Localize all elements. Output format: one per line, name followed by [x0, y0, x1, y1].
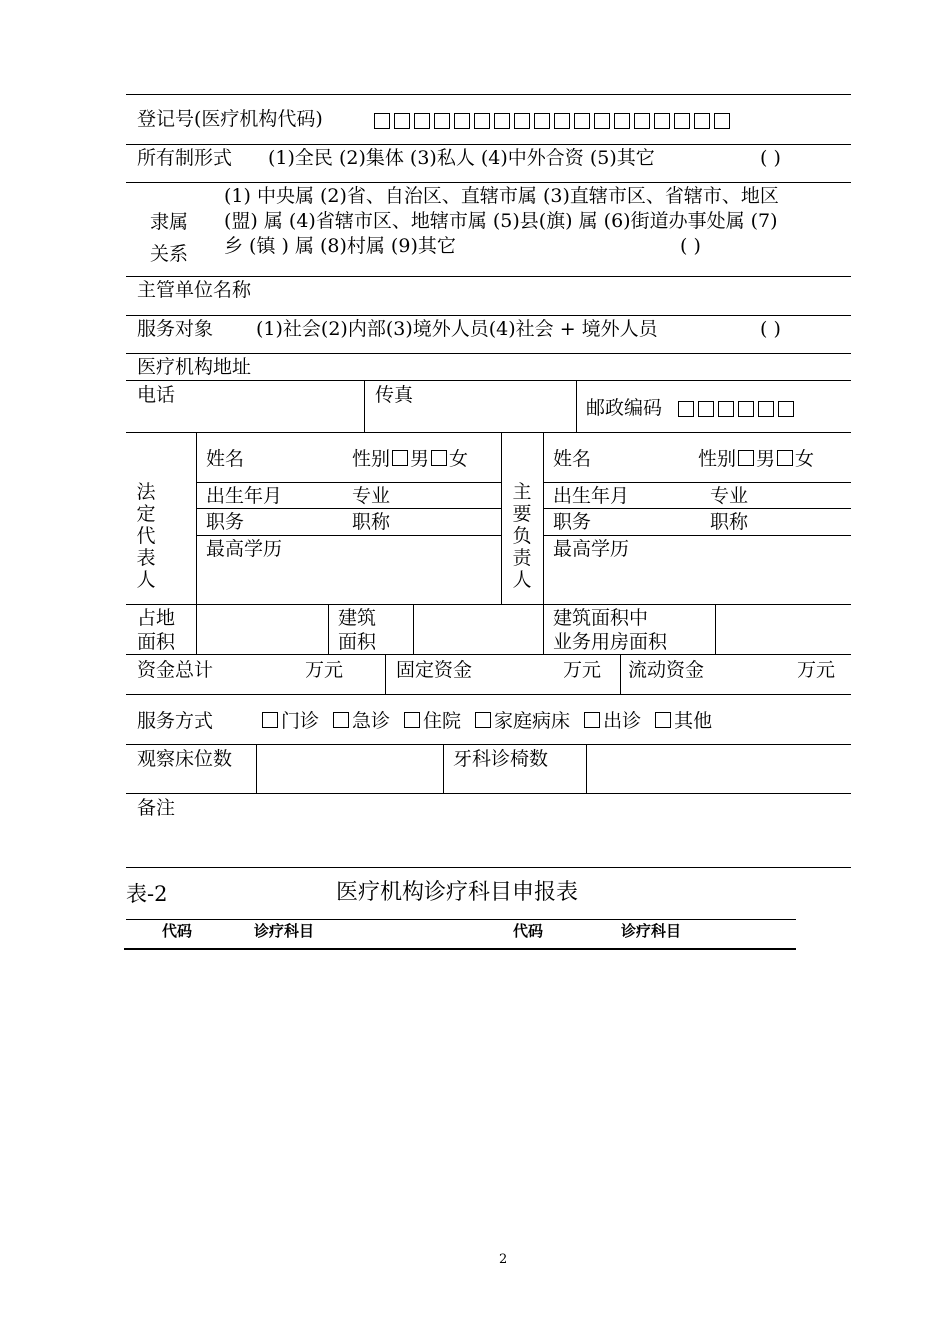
gender-label: 性别 — [698, 448, 737, 470]
service-mode-label: 服务方式 — [137, 710, 214, 732]
registration-code-boxes[interactable] — [374, 111, 734, 134]
legal-rep-title-label: 职称 — [352, 511, 391, 533]
female-checkbox[interactable] — [431, 450, 447, 466]
page-number: 2 — [499, 1252, 508, 1267]
observation-bed-label: 观察床位数 — [137, 748, 233, 770]
legal-rep-birth-label: 出生年月 — [206, 485, 283, 507]
code-digit-box[interactable] — [614, 113, 630, 129]
code-digit-box[interactable] — [554, 113, 570, 129]
current-funds-unit: 万元 — [797, 659, 836, 681]
building-area-label-1: 建筑 — [338, 607, 377, 629]
principal-major-label: 专业 — [710, 485, 749, 507]
code-digit-box[interactable] — [758, 401, 774, 417]
authority-label: 主管单位名称 — [137, 279, 252, 301]
column-code-1: 代码 — [162, 922, 193, 940]
table-number: 表-2 — [126, 882, 168, 906]
current-funds-label: 流动资金 — [628, 659, 705, 681]
male-checkbox[interactable] — [738, 450, 754, 466]
affiliation-line-3: 乡 (镇 ) 属 (8)村属 (9)其它 — [224, 235, 456, 257]
service-mode-options[interactable] — [262, 710, 726, 733]
service-mode-checkbox[interactable] — [584, 712, 600, 728]
remarks-label: 备注 — [137, 797, 176, 819]
code-digit-box[interactable] — [454, 113, 470, 129]
code-digit-box[interactable] — [698, 401, 714, 417]
service-mode-text: 出诊 — [603, 710, 642, 732]
fax-label: 传真 — [375, 384, 414, 406]
service-mode-text: 家庭病床 — [494, 710, 571, 732]
gender-label: 性别 — [352, 448, 391, 470]
total-funds-unit: 万元 — [305, 659, 344, 681]
code-digit-box[interactable] — [678, 401, 694, 417]
affiliation-label-2: 关系 — [150, 243, 189, 265]
affiliation-label-1: 隶属 — [150, 211, 189, 233]
code-digit-box[interactable] — [714, 113, 730, 129]
service-mode-option[interactable] — [584, 710, 641, 732]
principal-gender[interactable] — [698, 448, 814, 471]
total-funds-label: 资金总计 — [137, 659, 214, 681]
female-label: 女 — [795, 448, 815, 470]
service-mode-option[interactable] — [333, 710, 390, 732]
legal-rep-education-label: 最高学历 — [206, 538, 283, 560]
legal-rep-label: 法 定 代 表 人 — [136, 481, 156, 591]
code-digit-box[interactable] — [694, 113, 710, 129]
code-digit-box[interactable] — [574, 113, 590, 129]
service-mode-checkbox[interactable] — [404, 712, 420, 728]
principal-position-label: 职务 — [553, 511, 592, 533]
postal-code-label: 邮政编码 — [586, 397, 663, 419]
code-digit-box[interactable] — [594, 113, 610, 129]
phone-label: 电话 — [137, 384, 176, 406]
principal-title-label: 职称 — [710, 511, 749, 533]
legal-rep-name-label: 姓名 — [206, 448, 245, 470]
fixed-funds-label: 固定资金 — [396, 659, 473, 681]
service-mode-option[interactable] — [655, 710, 712, 732]
service-target-options: (1)社会(2)内部(3)境外人员(4)社会 + 境外人员 — [256, 318, 658, 340]
male-label: 男 — [756, 448, 776, 470]
male-label: 男 — [410, 448, 430, 470]
code-digit-box[interactable] — [654, 113, 670, 129]
address-label: 医疗机构地址 — [137, 356, 252, 378]
code-digit-box[interactable] — [718, 401, 734, 417]
ownership-answer[interactable]: ( ) — [760, 147, 781, 169]
code-digit-box[interactable] — [394, 113, 410, 129]
service-mode-checkbox[interactable] — [262, 712, 278, 728]
business-area-label-2: 业务用房面积 — [553, 631, 668, 653]
service-mode-text: 急诊 — [352, 710, 391, 732]
female-checkbox[interactable] — [777, 450, 793, 466]
code-digit-box[interactable] — [634, 113, 650, 129]
service-mode-option[interactable] — [475, 710, 570, 732]
ownership-options: (1)全民 (2)集体 (3)私人 (4)中外合资 (5)其它 — [268, 147, 655, 169]
registration-label: 登记号(医疗机构代码) — [137, 108, 323, 130]
ownership-label: 所有制形式 — [137, 147, 233, 169]
service-mode-text: 其他 — [674, 710, 713, 732]
code-digit-box[interactable] — [534, 113, 550, 129]
column-code-2: 代码 — [513, 922, 544, 940]
principal-name-label: 姓名 — [553, 448, 592, 470]
legal-rep-gender[interactable] — [352, 448, 468, 471]
affiliation-line-1: (1) 中央属 (2)省、自治区、直辖市属 (3)直辖市区、省辖市、地区 — [224, 185, 779, 207]
code-digit-box[interactable] — [414, 113, 430, 129]
service-mode-checkbox[interactable] — [655, 712, 671, 728]
code-digit-box[interactable] — [674, 113, 690, 129]
female-label: 女 — [449, 448, 469, 470]
code-digit-box[interactable] — [738, 401, 754, 417]
service-target-label: 服务对象 — [137, 318, 214, 340]
affiliation-line-2: (盟) 属 (4)省辖市区、地辖市属 (5)县(旗) 属 (6)街道办事处属 (7) — [224, 210, 778, 232]
service-mode-checkbox[interactable] — [475, 712, 491, 728]
column-subject-2: 诊疗科目 — [621, 922, 682, 940]
building-area-label-2: 面积 — [338, 631, 377, 653]
code-digit-box[interactable] — [474, 113, 490, 129]
principal-label: 主 要 负 责 人 — [512, 481, 532, 591]
service-mode-text: 门诊 — [281, 710, 320, 732]
land-area-label-2: 面积 — [137, 631, 176, 653]
code-digit-box[interactable] — [374, 113, 390, 129]
table-title: 医疗机构诊疗科目申报表 — [336, 880, 579, 905]
service-mode-text: 住院 — [423, 710, 462, 732]
code-digit-box[interactable] — [494, 113, 510, 129]
service-target-answer[interactable]: ( ) — [760, 318, 781, 340]
business-area-label-1: 建筑面积中 — [553, 607, 649, 629]
code-digit-box[interactable] — [514, 113, 530, 129]
column-subject-1: 诊疗科目 — [254, 922, 315, 940]
legal-rep-position-label: 职务 — [206, 511, 245, 533]
principal-education-label: 最高学历 — [553, 538, 630, 560]
land-area-label-1: 占地 — [137, 607, 176, 629]
service-mode-option[interactable] — [262, 710, 319, 732]
postal-code-boxes[interactable] — [678, 399, 798, 422]
affiliation-answer[interactable]: ( ) — [680, 235, 701, 257]
dental-chair-label: 牙科诊椅数 — [453, 748, 549, 770]
service-mode-option[interactable] — [404, 710, 461, 732]
service-mode-checkbox[interactable] — [333, 712, 349, 728]
male-checkbox[interactable] — [392, 450, 408, 466]
principal-birth-label: 出生年月 — [553, 485, 630, 507]
code-digit-box[interactable] — [434, 113, 450, 129]
legal-rep-major-label: 专业 — [352, 485, 391, 507]
fixed-funds-unit: 万元 — [563, 659, 602, 681]
code-digit-box[interactable] — [778, 401, 794, 417]
